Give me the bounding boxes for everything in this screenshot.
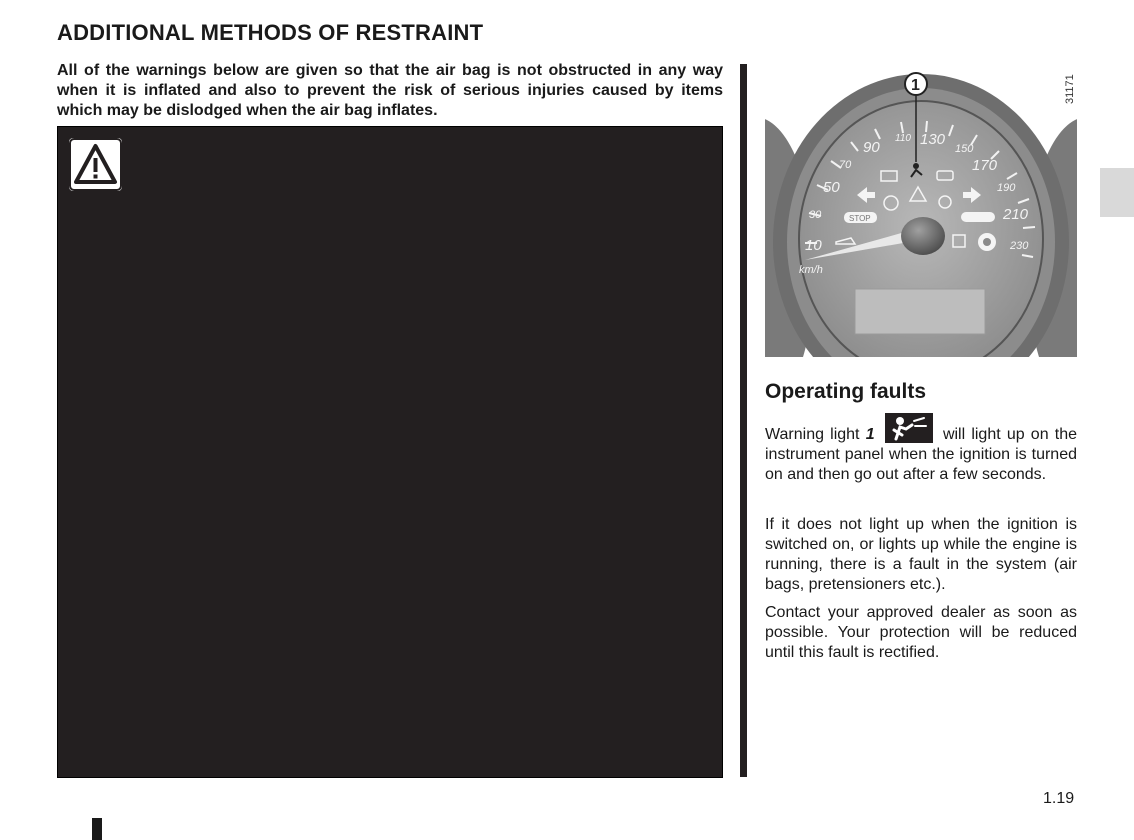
speed-label-130: 130 [920, 131, 946, 148]
print-mark [92, 818, 102, 840]
brake-wear-icon [978, 233, 996, 251]
cruise-icon [961, 212, 995, 222]
intro-warning-text: All of the warnings below are given so that the air bag is not obstructed in any way when it is inflated and also to prevent the risk of serious injuries caused by items which may be dislodged when the air bag inflates. [57, 62, 723, 119]
speed-label-50: 50 [823, 179, 840, 196]
speed-label-90: 90 [863, 139, 880, 156]
section-title: Operating faults [765, 380, 927, 403]
page-title: ADDITIONAL METHODS OF RESTRAINT [57, 20, 484, 45]
speed-label-30: 30 [809, 209, 822, 221]
column-rule [740, 64, 747, 777]
stop-lamp-icon [844, 212, 877, 223]
warning-box [57, 126, 723, 778]
figure-callout-1: 1 [911, 77, 920, 94]
speed-label-170: 170 [972, 157, 998, 174]
instrument-panel-figure [765, 67, 1077, 357]
speed-label-10: 10 [805, 237, 822, 254]
figure-number: 31171 [1064, 74, 1076, 104]
svg-text:STOP: STOP [849, 214, 871, 223]
speed-label-70: 70 [839, 159, 852, 171]
speed-label-230: 230 [1010, 240, 1029, 252]
warning-triangle-icon [69, 138, 122, 191]
speed-label-110: 110 [895, 133, 911, 144]
speed-label-150: 150 [955, 143, 974, 155]
chapter-thumb-tab [1100, 168, 1134, 217]
airbag-warning-icon [885, 413, 933, 443]
paragraph-contact-dealer: Contact your approved dealer as soon as possible. Your protection will be reduced until this fault is rectified. [765, 604, 1077, 661]
paragraph-warning-light [765, 413, 1077, 485]
p1-text-after: will light up on the instrument panel when the ignition is turned on and then go out after a few seconds. [765, 426, 1078, 483]
p1-reference-number: 1 [865, 426, 875, 443]
speed-label-190: 190 [997, 182, 1016, 194]
paragraph-fault: If it does not light up when the ignition is switched on, or lights up while the engine is running, there is a fault in the system (air bags, pretensioners etc.). [765, 516, 1077, 593]
speed-unit-label: km/h [799, 264, 823, 276]
p1-text-before: Warning light [765, 426, 860, 443]
speed-label-210: 210 [1003, 206, 1029, 223]
page-number: 1.19 [1043, 790, 1075, 807]
